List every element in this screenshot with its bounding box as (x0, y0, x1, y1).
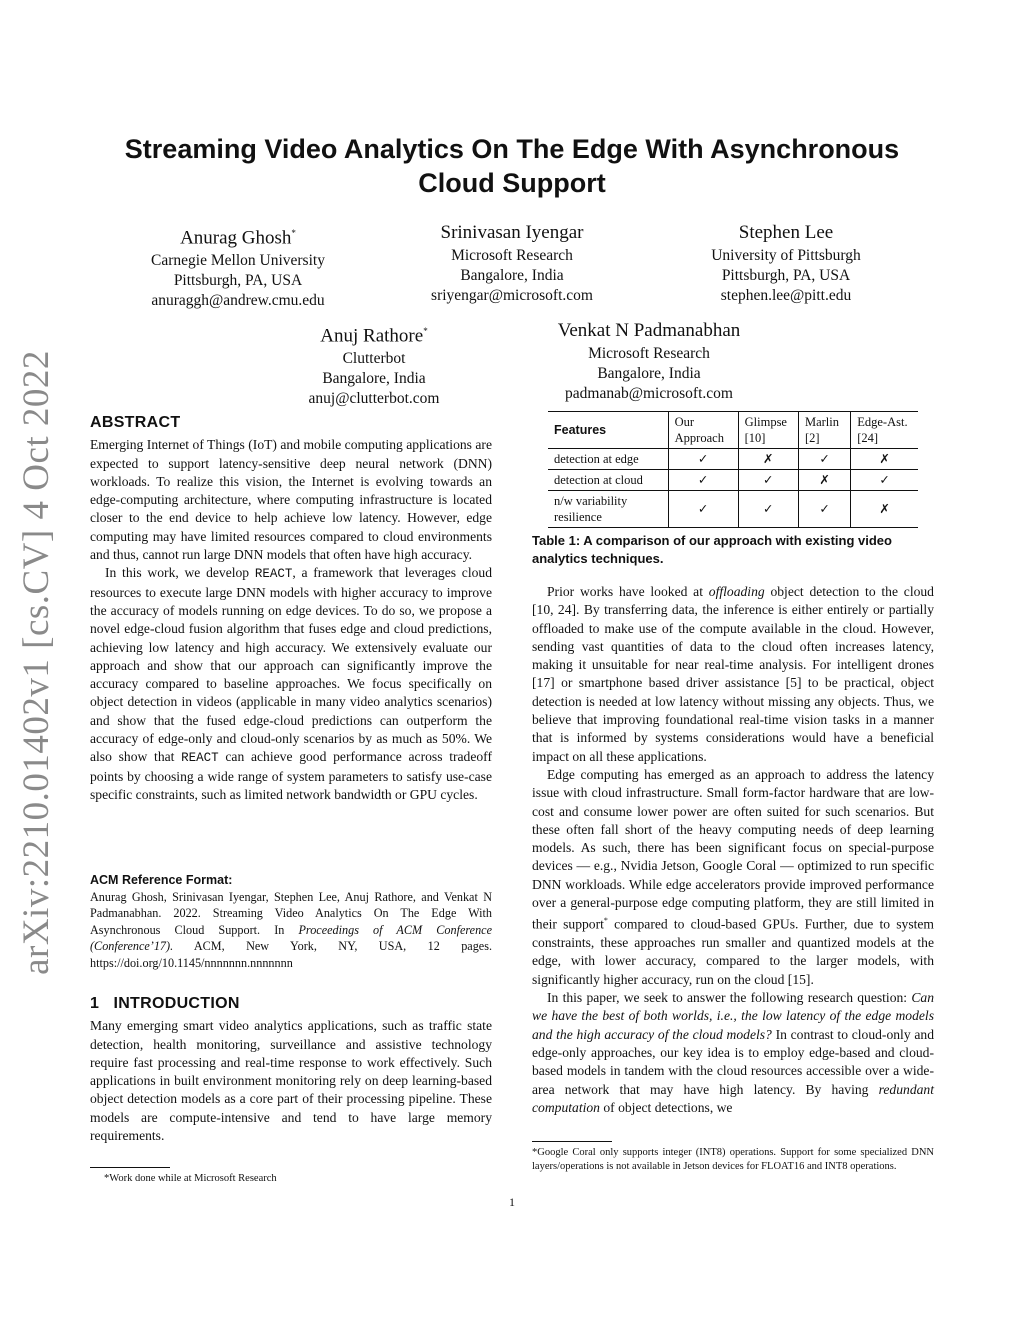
table-caption: Table 1: A comparison of our approach with existing video analytics techniques. (532, 533, 892, 566)
author-block (666, 220, 906, 306)
footnote-right: *Google Coral only supports integer (INT8) operations. Support for some specialized DNN layers/operations is not available in Jetson devices for FLOAT16 and INT8 operations. (532, 1147, 934, 1172)
author-affiliation: Clutterbot (342, 350, 406, 368)
author-location: Bangalore, India (597, 365, 701, 382)
arxiv-stamp (5, 349, 67, 975)
footnote-left: *Work done while at Microsoft Research (104, 1173, 277, 1184)
table-cell: ✗ (738, 449, 798, 470)
author-location: Pittsburgh, PA, USA (173, 272, 303, 290)
table-row (548, 491, 918, 528)
introduction-paragraph-1: Many emerging smart video analytics applications, such as traffic state detection, health monitoring, surveillance and assistive technology require fast processing and real-time response to work effectively. Such applications in built environment monitoring rely on deep learning-based object detection models as a core part of their processing pipeline. These models are compute-intensive and tend to have large memory requirements. (90, 1018, 492, 1144)
right-paragraph-3: In this paper, we seek to answer the following research question: Can we have the best of both worlds, i.e., the low latency of the edge models and the high accuracy of the cloud models? In contrast to cloud-only and edge-only approaches, our key idea is to employ edge-based and cloud-based models in tandem with the cloud resources accessible over a wide-area network that may have high latency. By having redundant computation of object detections, we (532, 990, 934, 1115)
introduction-section (90, 995, 492, 1145)
acm-reference-section (90, 872, 492, 971)
author-location: Pittsburgh, PA, USA (721, 267, 851, 284)
author-email: sriyengar@microsoft.com (431, 287, 593, 304)
author-email: anuj@clutterbot.com (308, 390, 440, 408)
page-number: 1 (509, 1195, 515, 1209)
author-name: Anurag Ghosh* (180, 227, 296, 249)
author-name: Srinivasan Iyengar (440, 222, 584, 243)
author-name: Stephen Lee (738, 222, 834, 243)
abstract-heading: ABSTRACT (90, 414, 181, 431)
arxiv-stamp-text: arXiv:2210.01402v1 [cs.CV] 4 Oct 2022 (15, 349, 57, 975)
table-row (548, 470, 918, 491)
author-affiliation: University of Pittsburgh (711, 247, 861, 264)
table-cell: ✗ (851, 449, 918, 470)
author-name: Venkat N Padmanabhan (557, 320, 741, 341)
abstract-paragraph-1: Emerging Internet of Things (IoT) and mobile computing applications are expected to support latency-sensitive deep neural network (DNN) workloads. To realize this vision, the Internet is evolving towards an edge-computing architecture, where computing infrastructure is located closer to the end device to help achieve low latency. However, edge computing may have limited resources compared to cloud environments and thus, cannot run large DNN models that often have high accuracy. (90, 437, 492, 563)
table-cell: detection at cloud (554, 473, 643, 487)
introduction-heading: 1 INTRODUCTION (90, 995, 240, 1012)
table-cell: ✓ (851, 470, 918, 491)
table-cell: n/w variability resilience (554, 494, 628, 524)
table-cell: detection at edge (554, 452, 639, 466)
comparison-table (548, 411, 918, 528)
footnote-rule (90, 1167, 170, 1168)
acm-reference-text: Anurag Ghosh, Srinivasan Iyengar, Stephen Lee, Anuj Rathore, and Venkat N Padmanabhan. 2022. Streaming Video Analytics On The Edge With Asynchronous Cloud Support. In Proceedings of ACM Conference (Conference’17). ACM, New York, NY, USA, 12 pages. https://doi.org/10.1145/nnnnnnn.nnnnnnn (90, 889, 492, 970)
right-paragraph-2: Edge computing has emerged as an approach to address the latency issue with cloud infrastructure. Small form-factor hardware that are low-cost and consume lower power are often suited for such scenarios. But these often fall short of the heavy computing needs of deep learning models. As such, there has been significant focus on special-purpose devices — e.g., Nvidia Jetson, Google Coral — optimized to run specific DNN workloads. While edge accelerators provide improved performance over a general-purpose edge computing platform, they are still limited in their support* compared to cloud-based GPUs. Further, due to system constraints, these approaches run smaller and quantized models at the edge, with lower accuracy, compared to the larger models, with significantly higher accuracy, run on the cloud [15]. (532, 766, 935, 987)
table-header-cell: Glimpse [10] (738, 412, 798, 449)
author-name: Anuj Rathore* (320, 325, 428, 347)
right-column-text (532, 583, 934, 1117)
table-cell: ✓ (798, 449, 850, 470)
table-cell: ✓ (668, 470, 738, 491)
table-cell: ✓ (738, 491, 798, 528)
author-affiliation: Microsoft Research (451, 247, 573, 264)
table-header-cell: Features (554, 423, 607, 437)
author-block (529, 318, 769, 404)
author-block (254, 318, 494, 409)
table-cell: ✗ (798, 470, 850, 491)
table-header-cell: Marlin [2] (798, 412, 850, 449)
author-email: stephen.lee@pitt.edu (720, 287, 852, 304)
author-location: Bangalore, India (460, 267, 564, 284)
table-header-cell: Our Approach (668, 412, 738, 449)
author-block (118, 220, 358, 311)
react-name: REACT (181, 751, 219, 766)
table-cell: ✗ (851, 491, 918, 528)
acm-reference-heading: ACM Reference Format: (90, 873, 233, 887)
footnote-rule (532, 1141, 612, 1142)
author-block (392, 220, 632, 306)
react-name: REACT (254, 567, 293, 582)
table-header-cell: Edge-Ast. [24] (851, 412, 918, 449)
table-cell: ✓ (738, 470, 798, 491)
table-cell: ✓ (798, 491, 850, 528)
abstract-section (90, 414, 492, 804)
table-row (548, 449, 918, 470)
author-affiliation: Microsoft Research (588, 345, 710, 362)
table-cell: ✓ (668, 449, 738, 470)
abstract-paragraph-2: In this work, we develop REACT, a framework that leverages cloud resources to execute large DNN models with higher accuracy to improve the accuracy of models running on edge devices. To do so, we propose a novel edge-cloud fusion algorithm that fuses edge and cloud predictions, achieving low latency and high accuracy. We extensively evaluate our approach and show that our approach can significantly improve the accuracy compared to baseline approaches. We focus specifically on object detection in videos (applicable in many video analytics scenarios) and show that the fused edge-cloud predictions can outperform the accuracy of edge-only and cloud-only scenarios by as much as 50%. We also show that REACT can achieve good performance across tradeoff points by choosing a wide range of system parameters to satisfy use-case specific constraints, such as limited network bandwidth or GPU cycles. (90, 565, 492, 802)
author-affiliation: Carnegie Mellon University (151, 252, 325, 270)
table-cell: ✓ (668, 491, 738, 528)
right-paragraph-1: Prior works have looked at offloading object detection to the cloud [10, 24]. By transferring data, the inference is either entirely or partially offloaded to make use of the compute available in the cloud. However, sending vast quantities of data to the cloud often increases latency, making it unsuitable for near real-time analysis. For intelligent drones [17] or smartphone based driver assistance [5] to be practical, object detection is needed at low latency without missing any objects. Thus, we believe that improving foundational real-time vision tasks in a manner that is informed by systems considerations would have a beneficial impact on all these applications. (532, 584, 934, 764)
paper-title: Streaming Video Analytics On The Edge With Asynchronous Cloud Support (124, 134, 900, 198)
table-header-row (548, 412, 918, 449)
author-email: padmanab@microsoft.com (565, 385, 733, 402)
author-location: Bangalore, India (322, 370, 426, 388)
author-email: anuraggh@andrew.cmu.edu (151, 292, 325, 310)
